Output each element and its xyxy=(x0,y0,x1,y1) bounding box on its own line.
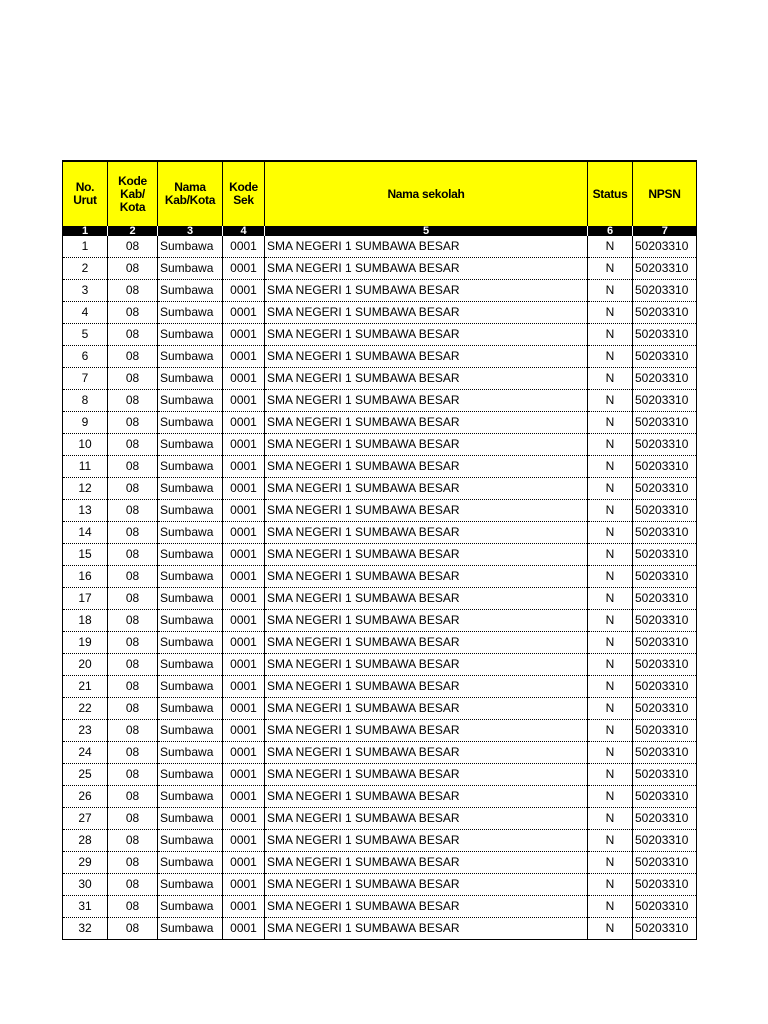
cell-nama-sekolah: SMA NEGERI 1 SUMBAWA BESAR xyxy=(265,786,588,808)
cell-nama-kab-kota: Sumbawa xyxy=(158,698,223,720)
cell-kode-sek: 0001 xyxy=(223,676,265,698)
cell-nama-kab-kota: Sumbawa xyxy=(158,500,223,522)
cell-nama-sekolah: SMA NEGERI 1 SUMBAWA BESAR xyxy=(265,896,588,918)
cell-kode-sek: 0001 xyxy=(223,874,265,896)
table-row xyxy=(63,412,697,434)
cell-status: N xyxy=(588,522,633,544)
cell-kode-kab-kota: 08 xyxy=(108,896,158,918)
cell-npsn: 50203310 xyxy=(633,412,697,434)
table-row xyxy=(63,742,697,764)
table-row xyxy=(63,632,697,654)
column-number: 2 xyxy=(108,226,158,236)
cell-npsn: 50203310 xyxy=(633,544,697,566)
table-row xyxy=(63,566,697,588)
cell-nama-sekolah: SMA NEGERI 1 SUMBAWA BESAR xyxy=(265,324,588,346)
cell-no-urut: 24 xyxy=(63,742,108,764)
table-row xyxy=(63,698,697,720)
cell-kode-kab-kota: 08 xyxy=(108,302,158,324)
cell-npsn: 50203310 xyxy=(633,346,697,368)
cell-kode-kab-kota: 08 xyxy=(108,368,158,390)
column-number: 5 xyxy=(265,226,588,236)
cell-status: N xyxy=(588,764,633,786)
cell-status: N xyxy=(588,368,633,390)
cell-status: N xyxy=(588,280,633,302)
table-row xyxy=(63,610,697,632)
cell-status: N xyxy=(588,742,633,764)
cell-no-urut: 10 xyxy=(63,434,108,456)
cell-nama-kab-kota: Sumbawa xyxy=(158,720,223,742)
header-kode-sek: Kode Sek xyxy=(223,161,265,226)
cell-status: N xyxy=(588,720,633,742)
table-row xyxy=(63,302,697,324)
cell-kode-sek: 0001 xyxy=(223,412,265,434)
cell-kode-sek: 0001 xyxy=(223,478,265,500)
cell-nama-sekolah: SMA NEGERI 1 SUMBAWA BESAR xyxy=(265,698,588,720)
cell-nama-kab-kota: Sumbawa xyxy=(158,852,223,874)
header-no-urut: No. Urut xyxy=(63,161,108,226)
cell-kode-sek: 0001 xyxy=(223,500,265,522)
cell-npsn: 50203310 xyxy=(633,280,697,302)
cell-nama-sekolah: SMA NEGERI 1 SUMBAWA BESAR xyxy=(265,874,588,896)
cell-status: N xyxy=(588,698,633,720)
cell-npsn: 50203310 xyxy=(633,610,697,632)
cell-kode-kab-kota: 08 xyxy=(108,544,158,566)
cell-nama-sekolah: SMA NEGERI 1 SUMBAWA BESAR xyxy=(265,368,588,390)
table-row xyxy=(63,544,697,566)
table-row xyxy=(63,258,697,280)
column-number-row xyxy=(63,226,697,236)
cell-status: N xyxy=(588,566,633,588)
column-number: 6 xyxy=(588,226,633,236)
cell-kode-sek: 0001 xyxy=(223,764,265,786)
cell-no-urut: 31 xyxy=(63,896,108,918)
cell-status: N xyxy=(588,588,633,610)
cell-npsn: 50203310 xyxy=(633,720,697,742)
cell-no-urut: 15 xyxy=(63,544,108,566)
cell-nama-sekolah: SMA NEGERI 1 SUMBAWA BESAR xyxy=(265,676,588,698)
cell-kode-kab-kota: 08 xyxy=(108,346,158,368)
cell-nama-sekolah: SMA NEGERI 1 SUMBAWA BESAR xyxy=(265,522,588,544)
cell-nama-sekolah: SMA NEGERI 1 SUMBAWA BESAR xyxy=(265,852,588,874)
cell-status: N xyxy=(588,632,633,654)
cell-nama-sekolah: SMA NEGERI 1 SUMBAWA BESAR xyxy=(265,280,588,302)
cell-nama-kab-kota: Sumbawa xyxy=(158,918,223,940)
cell-kode-kab-kota: 08 xyxy=(108,632,158,654)
cell-nama-kab-kota: Sumbawa xyxy=(158,632,223,654)
table-row xyxy=(63,720,697,742)
cell-nama-sekolah: SMA NEGERI 1 SUMBAWA BESAR xyxy=(265,412,588,434)
table-row xyxy=(63,346,697,368)
cell-kode-kab-kota: 08 xyxy=(108,522,158,544)
table-row xyxy=(63,588,697,610)
cell-kode-kab-kota: 08 xyxy=(108,830,158,852)
header-nama-sekolah: Nama sekolah xyxy=(265,161,588,226)
cell-kode-kab-kota: 08 xyxy=(108,786,158,808)
cell-no-urut: 26 xyxy=(63,786,108,808)
cell-kode-kab-kota: 08 xyxy=(108,412,158,434)
cell-kode-sek: 0001 xyxy=(223,808,265,830)
cell-no-urut: 13 xyxy=(63,500,108,522)
cell-npsn: 50203310 xyxy=(633,236,697,258)
cell-kode-sek: 0001 xyxy=(223,610,265,632)
cell-no-urut: 23 xyxy=(63,720,108,742)
cell-nama-sekolah: SMA NEGERI 1 SUMBAWA BESAR xyxy=(265,236,588,258)
cell-npsn: 50203310 xyxy=(633,654,697,676)
cell-status: N xyxy=(588,478,633,500)
cell-kode-kab-kota: 08 xyxy=(108,500,158,522)
table-row xyxy=(63,478,697,500)
cell-kode-kab-kota: 08 xyxy=(108,918,158,940)
school-data-table xyxy=(62,160,697,940)
cell-nama-sekolah: SMA NEGERI 1 SUMBAWA BESAR xyxy=(265,434,588,456)
cell-no-urut: 20 xyxy=(63,654,108,676)
cell-no-urut: 22 xyxy=(63,698,108,720)
table-row xyxy=(63,456,697,478)
cell-nama-kab-kota: Sumbawa xyxy=(158,324,223,346)
cell-npsn: 50203310 xyxy=(633,632,697,654)
cell-status: N xyxy=(588,830,633,852)
cell-nama-kab-kota: Sumbawa xyxy=(158,412,223,434)
cell-nama-kab-kota: Sumbawa xyxy=(158,522,223,544)
header-npsn: NPSN xyxy=(633,161,697,226)
cell-kode-sek: 0001 xyxy=(223,258,265,280)
cell-npsn: 50203310 xyxy=(633,434,697,456)
cell-status: N xyxy=(588,676,633,698)
cell-nama-sekolah: SMA NEGERI 1 SUMBAWA BESAR xyxy=(265,918,588,940)
cell-no-urut: 1 xyxy=(63,236,108,258)
cell-kode-kab-kota: 08 xyxy=(108,566,158,588)
cell-no-urut: 6 xyxy=(63,346,108,368)
cell-kode-kab-kota: 08 xyxy=(108,808,158,830)
cell-no-urut: 30 xyxy=(63,874,108,896)
cell-no-urut: 19 xyxy=(63,632,108,654)
cell-nama-sekolah: SMA NEGERI 1 SUMBAWA BESAR xyxy=(265,258,588,280)
cell-npsn: 50203310 xyxy=(633,918,697,940)
table-row xyxy=(63,236,697,258)
cell-nama-kab-kota: Sumbawa xyxy=(158,434,223,456)
cell-npsn: 50203310 xyxy=(633,522,697,544)
cell-no-urut: 11 xyxy=(63,456,108,478)
cell-kode-sek: 0001 xyxy=(223,742,265,764)
cell-nama-sekolah: SMA NEGERI 1 SUMBAWA BESAR xyxy=(265,478,588,500)
cell-status: N xyxy=(588,302,633,324)
cell-kode-sek: 0001 xyxy=(223,786,265,808)
cell-nama-sekolah: SMA NEGERI 1 SUMBAWA BESAR xyxy=(265,390,588,412)
cell-nama-sekolah: SMA NEGERI 1 SUMBAWA BESAR xyxy=(265,500,588,522)
column-number: 3 xyxy=(158,226,223,236)
cell-kode-sek: 0001 xyxy=(223,368,265,390)
cell-kode-sek: 0001 xyxy=(223,918,265,940)
cell-no-urut: 32 xyxy=(63,918,108,940)
cell-nama-kab-kota: Sumbawa xyxy=(158,258,223,280)
cell-kode-kab-kota: 08 xyxy=(108,610,158,632)
header-kode-kab-kota: Kode Kab/ Kota xyxy=(108,161,158,226)
cell-no-urut: 27 xyxy=(63,808,108,830)
cell-kode-sek: 0001 xyxy=(223,346,265,368)
cell-npsn: 50203310 xyxy=(633,368,697,390)
cell-no-urut: 28 xyxy=(63,830,108,852)
cell-nama-kab-kota: Sumbawa xyxy=(158,610,223,632)
cell-status: N xyxy=(588,852,633,874)
table-row xyxy=(63,434,697,456)
cell-no-urut: 16 xyxy=(63,566,108,588)
cell-npsn: 50203310 xyxy=(633,456,697,478)
cell-kode-kab-kota: 08 xyxy=(108,478,158,500)
cell-npsn: 50203310 xyxy=(633,324,697,346)
cell-status: N xyxy=(588,324,633,346)
cell-npsn: 50203310 xyxy=(633,500,697,522)
cell-nama-kab-kota: Sumbawa xyxy=(158,280,223,302)
cell-nama-sekolah: SMA NEGERI 1 SUMBAWA BESAR xyxy=(265,720,588,742)
cell-kode-kab-kota: 08 xyxy=(108,236,158,258)
cell-nama-kab-kota: Sumbawa xyxy=(158,368,223,390)
cell-nama-sekolah: SMA NEGERI 1 SUMBAWA BESAR xyxy=(265,456,588,478)
table-row xyxy=(63,808,697,830)
cell-kode-kab-kota: 08 xyxy=(108,390,158,412)
cell-no-urut: 18 xyxy=(63,610,108,632)
cell-no-urut: 14 xyxy=(63,522,108,544)
cell-nama-kab-kota: Sumbawa xyxy=(158,808,223,830)
table-row xyxy=(63,786,697,808)
cell-no-urut: 5 xyxy=(63,324,108,346)
table-row xyxy=(63,896,697,918)
cell-status: N xyxy=(588,236,633,258)
cell-kode-sek: 0001 xyxy=(223,698,265,720)
cell-nama-sekolah: SMA NEGERI 1 SUMBAWA BESAR xyxy=(265,808,588,830)
table-row xyxy=(63,764,697,786)
cell-kode-sek: 0001 xyxy=(223,324,265,346)
cell-kode-kab-kota: 08 xyxy=(108,676,158,698)
cell-kode-sek: 0001 xyxy=(223,632,265,654)
cell-no-urut: 12 xyxy=(63,478,108,500)
cell-npsn: 50203310 xyxy=(633,676,697,698)
cell-nama-kab-kota: Sumbawa xyxy=(158,786,223,808)
cell-npsn: 50203310 xyxy=(633,830,697,852)
table-row xyxy=(63,500,697,522)
cell-nama-kab-kota: Sumbawa xyxy=(158,236,223,258)
cell-kode-kab-kota: 08 xyxy=(108,258,158,280)
cell-kode-sek: 0001 xyxy=(223,720,265,742)
table-row xyxy=(63,522,697,544)
cell-kode-sek: 0001 xyxy=(223,390,265,412)
cell-nama-sekolah: SMA NEGERI 1 SUMBAWA BESAR xyxy=(265,830,588,852)
cell-nama-kab-kota: Sumbawa xyxy=(158,566,223,588)
cell-no-urut: 8 xyxy=(63,390,108,412)
column-number: 4 xyxy=(223,226,265,236)
table-body xyxy=(63,236,697,940)
cell-nama-sekolah: SMA NEGERI 1 SUMBAWA BESAR xyxy=(265,566,588,588)
cell-no-urut: 29 xyxy=(63,852,108,874)
cell-status: N xyxy=(588,434,633,456)
cell-npsn: 50203310 xyxy=(633,808,697,830)
cell-npsn: 50203310 xyxy=(633,852,697,874)
cell-kode-sek: 0001 xyxy=(223,588,265,610)
cell-status: N xyxy=(588,874,633,896)
header-row xyxy=(63,161,697,226)
cell-npsn: 50203310 xyxy=(633,566,697,588)
cell-kode-kab-kota: 08 xyxy=(108,852,158,874)
cell-status: N xyxy=(588,500,633,522)
cell-status: N xyxy=(588,654,633,676)
cell-status: N xyxy=(588,808,633,830)
cell-npsn: 50203310 xyxy=(633,302,697,324)
table-row xyxy=(63,324,697,346)
cell-kode-sek: 0001 xyxy=(223,236,265,258)
cell-no-urut: 25 xyxy=(63,764,108,786)
table-row xyxy=(63,852,697,874)
cell-npsn: 50203310 xyxy=(633,698,697,720)
column-number: 1 xyxy=(63,226,108,236)
cell-npsn: 50203310 xyxy=(633,896,697,918)
cell-nama-kab-kota: Sumbawa xyxy=(158,742,223,764)
cell-kode-kab-kota: 08 xyxy=(108,742,158,764)
cell-status: N xyxy=(588,544,633,566)
cell-no-urut: 3 xyxy=(63,280,108,302)
cell-kode-kab-kota: 08 xyxy=(108,720,158,742)
cell-status: N xyxy=(588,896,633,918)
cell-status: N xyxy=(588,918,633,940)
cell-no-urut: 2 xyxy=(63,258,108,280)
table-row xyxy=(63,280,697,302)
cell-nama-sekolah: SMA NEGERI 1 SUMBAWA BESAR xyxy=(265,302,588,324)
cell-nama-kab-kota: Sumbawa xyxy=(158,346,223,368)
column-number: 7 xyxy=(633,226,697,236)
cell-nama-sekolah: SMA NEGERI 1 SUMBAWA BESAR xyxy=(265,544,588,566)
cell-kode-sek: 0001 xyxy=(223,522,265,544)
cell-npsn: 50203310 xyxy=(633,478,697,500)
cell-status: N xyxy=(588,786,633,808)
cell-status: N xyxy=(588,610,633,632)
cell-kode-sek: 0001 xyxy=(223,896,265,918)
cell-kode-sek: 0001 xyxy=(223,544,265,566)
cell-nama-kab-kota: Sumbawa xyxy=(158,390,223,412)
cell-npsn: 50203310 xyxy=(633,764,697,786)
cell-nama-kab-kota: Sumbawa xyxy=(158,874,223,896)
cell-nama-sekolah: SMA NEGERI 1 SUMBAWA BESAR xyxy=(265,346,588,368)
cell-nama-kab-kota: Sumbawa xyxy=(158,654,223,676)
cell-npsn: 50203310 xyxy=(633,258,697,280)
cell-kode-kab-kota: 08 xyxy=(108,874,158,896)
cell-no-urut: 4 xyxy=(63,302,108,324)
cell-status: N xyxy=(588,390,633,412)
cell-kode-kab-kota: 08 xyxy=(108,324,158,346)
cell-no-urut: 9 xyxy=(63,412,108,434)
cell-nama-sekolah: SMA NEGERI 1 SUMBAWA BESAR xyxy=(265,632,588,654)
cell-kode-kab-kota: 08 xyxy=(108,698,158,720)
cell-nama-kab-kota: Sumbawa xyxy=(158,302,223,324)
cell-nama-kab-kota: Sumbawa xyxy=(158,896,223,918)
cell-kode-kab-kota: 08 xyxy=(108,654,158,676)
cell-kode-sek: 0001 xyxy=(223,456,265,478)
cell-kode-sek: 0001 xyxy=(223,852,265,874)
cell-kode-sek: 0001 xyxy=(223,566,265,588)
cell-npsn: 50203310 xyxy=(633,588,697,610)
cell-nama-kab-kota: Sumbawa xyxy=(158,588,223,610)
cell-status: N xyxy=(588,258,633,280)
cell-kode-sek: 0001 xyxy=(223,830,265,852)
cell-nama-kab-kota: Sumbawa xyxy=(158,456,223,478)
cell-nama-sekolah: SMA NEGERI 1 SUMBAWA BESAR xyxy=(265,764,588,786)
cell-nama-kab-kota: Sumbawa xyxy=(158,478,223,500)
cell-npsn: 50203310 xyxy=(633,786,697,808)
cell-no-urut: 7 xyxy=(63,368,108,390)
header-status: Status xyxy=(588,161,633,226)
cell-nama-sekolah: SMA NEGERI 1 SUMBAWA BESAR xyxy=(265,588,588,610)
cell-kode-sek: 0001 xyxy=(223,654,265,676)
cell-kode-sek: 0001 xyxy=(223,280,265,302)
cell-kode-kab-kota: 08 xyxy=(108,588,158,610)
cell-no-urut: 17 xyxy=(63,588,108,610)
table-row xyxy=(63,654,697,676)
cell-nama-sekolah: SMA NEGERI 1 SUMBAWA BESAR xyxy=(265,654,588,676)
cell-nama-sekolah: SMA NEGERI 1 SUMBAWA BESAR xyxy=(265,610,588,632)
cell-kode-kab-kota: 08 xyxy=(108,280,158,302)
table-row xyxy=(63,390,697,412)
cell-kode-sek: 0001 xyxy=(223,434,265,456)
cell-nama-sekolah: SMA NEGERI 1 SUMBAWA BESAR xyxy=(265,742,588,764)
cell-status: N xyxy=(588,412,633,434)
cell-kode-kab-kota: 08 xyxy=(108,764,158,786)
cell-npsn: 50203310 xyxy=(633,742,697,764)
cell-kode-kab-kota: 08 xyxy=(108,456,158,478)
table-row xyxy=(63,874,697,896)
table-row xyxy=(63,676,697,698)
table-row xyxy=(63,830,697,852)
cell-npsn: 50203310 xyxy=(633,390,697,412)
table-row xyxy=(63,918,697,940)
table-row xyxy=(63,368,697,390)
cell-nama-kab-kota: Sumbawa xyxy=(158,544,223,566)
cell-status: N xyxy=(588,456,633,478)
header-nama-kab-kota: Nama Kab/Kota xyxy=(158,161,223,226)
cell-npsn: 50203310 xyxy=(633,874,697,896)
cell-no-urut: 21 xyxy=(63,676,108,698)
cell-kode-kab-kota: 08 xyxy=(108,434,158,456)
cell-nama-kab-kota: Sumbawa xyxy=(158,764,223,786)
cell-nama-kab-kota: Sumbawa xyxy=(158,830,223,852)
cell-kode-sek: 0001 xyxy=(223,302,265,324)
cell-nama-kab-kota: Sumbawa xyxy=(158,676,223,698)
cell-status: N xyxy=(588,346,633,368)
